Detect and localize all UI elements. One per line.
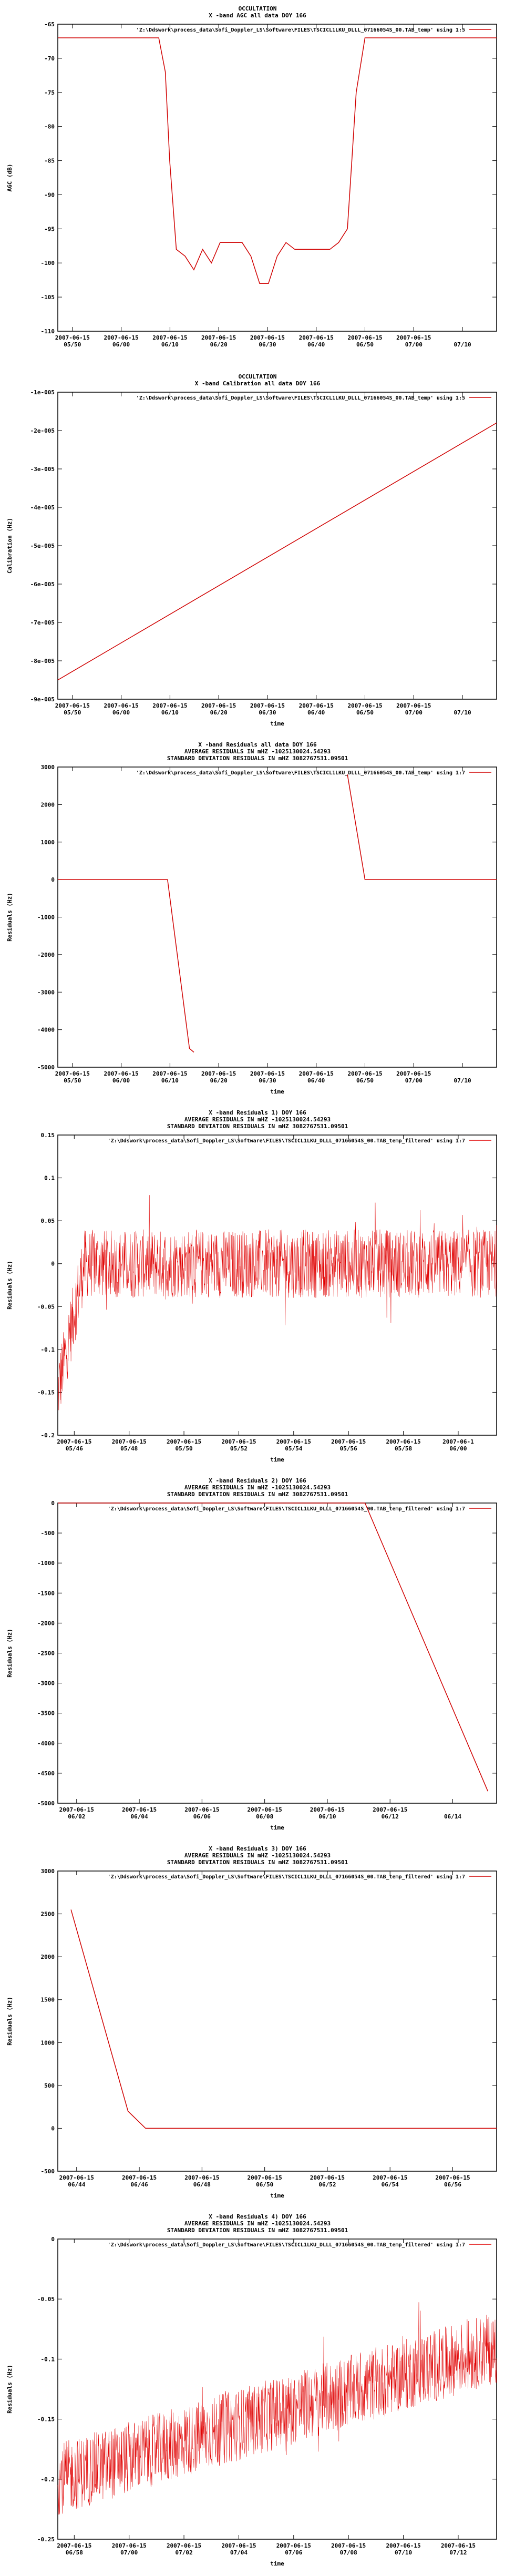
data-series-line <box>58 38 497 283</box>
y-tick-label: 500 <box>44 2082 55 2089</box>
x-tick-date-label: 2007-06-15 <box>184 2174 220 2181</box>
y-tick-label: -3e-005 <box>30 466 55 473</box>
y-tick-label: -110 <box>40 328 55 335</box>
x-tick-time-label: 07/00 <box>120 2549 138 2556</box>
chart-panel-1 <box>0 0 515 368</box>
chart-title-line: AVERAGE RESIDUALS IN mHZ -1025130024.54293 <box>184 2220 331 2227</box>
x-tick-date-label: 2007-06-15 <box>55 702 90 709</box>
chart-title-line: X -band Calibration all data DOY 166 <box>194 380 321 387</box>
x-tick-time-label: 05/56 <box>339 1445 357 1452</box>
x-tick-time-label: 05/46 <box>65 1445 83 1452</box>
legend-label: 'Z:\Ddswork\process_data\Sofi_Doppler_LS\Software\FILES\TSCICL1LKU_DLLL_07166054S_00.TAB_temp_filtered' using 1:7 <box>107 1506 465 1512</box>
y-tick-label: -9e-005 <box>30 696 55 703</box>
y-tick-label: -1000 <box>37 1560 55 1567</box>
x-tick-date-label: 2007-06-15 <box>247 2174 282 2181</box>
legend-label: 'Z:\Ddswork\process_data\Sofi_Doppler_LS\Software\FILES\TSCICL1LKU_DLLL_07166054S_00.TAB_temp' using 1:5 <box>136 27 465 33</box>
x-tick-time-label: 07/12 <box>449 2549 467 2556</box>
y-axis-label: Residuals (Hz) <box>6 1261 13 1310</box>
chart-svg <box>0 736 515 1104</box>
x-tick-time-label: 06/10 <box>161 709 179 716</box>
x-tick-date-label: 2007-06-15 <box>121 2174 157 2181</box>
x-tick-time-label: 06/06 <box>193 1813 211 1820</box>
x-tick-time-label: 06/04 <box>130 1813 148 1820</box>
x-tick-time-label: 05/50 <box>175 1445 193 1452</box>
y-tick-label: -1e-005 <box>30 389 55 396</box>
y-tick-label: -500 <box>40 1530 55 1537</box>
x-tick-date-label: 2007-06-15 <box>104 1070 139 1077</box>
x-tick-date-label: 2007-06-15 <box>250 334 285 341</box>
y-tick-label: -500 <box>40 2168 55 2175</box>
y-tick-label: 3000 <box>40 764 55 771</box>
y-tick-label: -0.15 <box>37 1389 55 1396</box>
x-tick-time-label: 06/20 <box>210 1077 228 1084</box>
x-axis-label: time <box>270 720 284 727</box>
chart-panel-3 <box>0 736 515 1104</box>
x-tick-date-label: 2007-06-15 <box>386 1438 421 1445</box>
x-tick-time-label: 06/52 <box>318 2181 336 2188</box>
x-axis-label: time <box>270 1456 284 1463</box>
y-tick-label: -8e-005 <box>30 658 55 665</box>
y-tick-label: -4000 <box>37 1740 55 1747</box>
x-tick-time-label: 06/50 <box>356 341 374 348</box>
x-tick-date-label: 2007-06-15 <box>104 702 139 709</box>
y-tick-label: 1000 <box>40 839 55 846</box>
x-tick-time-label: 06/10 <box>318 1813 336 1820</box>
y-tick-label: -0.05 <box>37 2296 55 2303</box>
x-tick-date-label: 2007-06-15 <box>152 702 188 709</box>
y-tick-label: -0.15 <box>37 2416 55 2423</box>
plot-frame <box>58 24 497 331</box>
y-tick-label: -5000 <box>37 1064 55 1071</box>
x-tick-date-label: 2007-06-15 <box>386 2542 421 2549</box>
y-tick-label: -85 <box>44 157 55 165</box>
chart-title-line: OCCULTATION <box>238 373 277 380</box>
y-tick-label: -90 <box>44 191 55 199</box>
y-tick-label: 1500 <box>40 1996 55 2003</box>
data-series-line <box>58 423 497 680</box>
chart-svg <box>0 368 515 736</box>
x-tick-date-label: 2007-06-15 <box>57 2542 92 2549</box>
x-tick-time-label: 05/52 <box>230 1445 248 1452</box>
x-tick-date-label: 2007-06-15 <box>55 1070 90 1077</box>
x-tick-date-label: 2007-06-15 <box>396 1070 431 1077</box>
x-tick-time-label: 05/58 <box>395 1445 413 1452</box>
x-tick-date-label: 2007-06-15 <box>276 1438 311 1445</box>
x-tick-date-label: 2007-06-15 <box>59 1806 94 1813</box>
x-tick-time-label: 07/04 <box>230 2549 248 2556</box>
x-tick-date-label: 2007-06-15 <box>121 1806 157 1813</box>
y-tick-label: -4500 <box>37 1770 55 1777</box>
y-tick-label: 2500 <box>40 1910 55 1918</box>
y-tick-label: -3000 <box>37 1680 55 1687</box>
x-tick-time-label: 07/10 <box>454 341 471 348</box>
x-tick-time-label: 06/54 <box>381 2181 399 2188</box>
chart-title-line: X -band Residuals 2) DOY 166 <box>209 1477 306 1484</box>
x-tick-date-label: 2007-06-15 <box>111 2542 147 2549</box>
y-tick-label: 0 <box>51 2125 55 2132</box>
x-tick-time-label: 07/10 <box>454 1077 471 1084</box>
x-tick-date-label: 2007-06-15 <box>201 702 236 709</box>
x-tick-date-label: 2007-06-1 <box>442 1438 474 1445</box>
x-tick-time-label: 06/30 <box>259 341 276 348</box>
x-tick-time-label: 06/30 <box>259 709 276 716</box>
x-tick-time-label: 06/40 <box>307 709 325 716</box>
data-series-line <box>58 1503 488 1791</box>
x-tick-time-label: 06/20 <box>210 341 228 348</box>
chart-title-line: AVERAGE RESIDUALS IN mHZ -1025130024.54293 <box>184 1116 331 1123</box>
x-tick-date-label: 2007-06-15 <box>250 1070 285 1077</box>
chart-panel-7 <box>0 2208 515 2576</box>
x-tick-time-label: 06/30 <box>259 1077 276 1084</box>
chart-title-line: OCCULTATION <box>238 5 277 12</box>
plot-frame <box>58 1503 497 1803</box>
chart-title-line: X -band Residuals 3) DOY 166 <box>209 1845 306 1852</box>
x-axis-label: time <box>270 1088 284 1095</box>
x-tick-date-label: 2007-06-15 <box>396 702 431 709</box>
x-tick-date-label: 2007-06-15 <box>152 334 188 341</box>
x-tick-time-label: 06/12 <box>381 1813 399 1820</box>
data-series-line <box>58 2302 497 2514</box>
data-series-line <box>58 774 497 1052</box>
x-tick-time-label: 06/00 <box>112 709 130 716</box>
x-tick-time-label: 06/58 <box>65 2549 83 2556</box>
x-tick-time-label: 06/14 <box>444 1813 462 1820</box>
chart-title-line: X -band Residuals 4) DOY 166 <box>209 2213 306 2220</box>
x-axis-label: time <box>270 2192 284 2199</box>
x-tick-date-label: 2007-06-15 <box>104 334 139 341</box>
x-tick-time-label: 06/46 <box>130 2181 148 2188</box>
y-axis-label: Residuals (Hz) <box>6 893 13 942</box>
y-tick-label: -2500 <box>37 1650 55 1657</box>
y-axis-label: Residuals (Hz) <box>6 1629 13 1678</box>
y-tick-label: -0.1 <box>40 2356 55 2363</box>
y-tick-label: -6e-005 <box>30 581 55 588</box>
y-tick-label: 2000 <box>40 801 55 809</box>
x-tick-date-label: 2007-06-15 <box>310 1806 345 1813</box>
chart-panel-4 <box>0 1104 515 1472</box>
x-tick-date-label: 2007-06-15 <box>396 334 431 341</box>
y-tick-label: -0.05 <box>37 1303 55 1311</box>
x-tick-date-label: 2007-06-15 <box>347 1070 383 1077</box>
y-tick-label: -70 <box>44 55 55 62</box>
x-tick-time-label: 06/56 <box>444 2181 462 2188</box>
x-tick-time-label: 05/50 <box>64 1077 81 1084</box>
y-tick-label: -65 <box>44 21 55 28</box>
chart-svg <box>0 0 515 368</box>
x-tick-date-label: 2007-06-15 <box>111 1438 147 1445</box>
x-tick-date-label: 2007-06-15 <box>298 1070 334 1077</box>
x-tick-time-label: 07/10 <box>395 2549 413 2556</box>
y-tick-label: -3000 <box>37 989 55 996</box>
y-tick-label: -7e-005 <box>30 619 55 626</box>
y-tick-label: -1500 <box>37 1590 55 1597</box>
x-tick-date-label: 2007-06-15 <box>221 1438 256 1445</box>
chart-panel-2 <box>0 368 515 736</box>
y-tick-label: -75 <box>44 89 55 96</box>
y-tick-label: -5e-005 <box>30 543 55 549</box>
x-tick-time-label: 06/50 <box>256 2181 274 2188</box>
y-tick-label: 0 <box>51 1500 55 1507</box>
plot-frame <box>58 1135 497 1435</box>
y-tick-label: -0.2 <box>40 1432 55 1439</box>
y-tick-label: -80 <box>44 123 55 130</box>
y-tick-label: -0.25 <box>37 2536 55 2543</box>
y-tick-label: -4000 <box>37 1026 55 1034</box>
y-tick-label: 0.15 <box>40 1132 55 1139</box>
y-axis-label: Residuals (Hz) <box>6 1997 13 2046</box>
x-tick-date-label: 2007-06-15 <box>435 2174 470 2181</box>
x-tick-date-label: 2007-06-15 <box>373 1806 408 1813</box>
y-tick-label: 0 <box>51 1260 55 1267</box>
y-tick-label: 3000 <box>40 1868 55 1875</box>
chart-panel-6 <box>0 1840 515 2208</box>
x-tick-time-label: 06/00 <box>449 1445 467 1452</box>
y-tick-label: -2e-005 <box>30 427 55 434</box>
x-tick-time-label: 06/20 <box>210 709 228 716</box>
chart-title-line: STANDARD DEVIATION RESIDUALS IN mHZ 3082767531.09501 <box>167 1491 348 1498</box>
x-tick-date-label: 2007-06-15 <box>152 1070 188 1077</box>
chart-title-line: STANDARD DEVIATION RESIDUALS IN mHZ 3082767531.09501 <box>167 1859 348 1866</box>
y-axis-label: AGC (dB) <box>6 163 13 192</box>
y-tick-label: -1000 <box>37 914 55 921</box>
plot-frame <box>58 767 497 1067</box>
x-tick-date-label: 2007-06-15 <box>347 702 383 709</box>
y-tick-label: -3500 <box>37 1710 55 1717</box>
y-tick-label: -5000 <box>37 1800 55 1807</box>
x-tick-time-label: 07/00 <box>405 341 423 348</box>
x-tick-date-label: 2007-06-15 <box>440 2542 476 2549</box>
legend-label: 'Z:\Ddswork\process_data\Sofi_Doppler_LS\Software\FILES\TSCICL1LKU_DLLL_07166054S_00.TAB_temp_filtered' using 1:7 <box>107 1138 465 1144</box>
x-tick-date-label: 2007-06-15 <box>347 334 383 341</box>
y-tick-label: 0 <box>51 2236 55 2243</box>
y-tick-label: -0.2 <box>40 2476 55 2483</box>
plot-frame <box>58 392 497 699</box>
x-tick-time-label: 06/44 <box>68 2181 86 2188</box>
y-tick-label: -4e-005 <box>30 504 55 511</box>
x-tick-time-label: 05/54 <box>285 1445 303 1452</box>
chart-svg <box>0 1840 515 2208</box>
chart-title-line: STANDARD DEVIATION RESIDUALS IN mHZ 3082767531.09501 <box>167 2227 348 2234</box>
chart-title-line: X -band Residuals 1) DOY 166 <box>209 1109 306 1116</box>
x-tick-date-label: 2007-06-15 <box>373 2174 408 2181</box>
y-tick-label: -105 <box>40 294 55 301</box>
chart-title-line: X -band AGC all data DOY 166 <box>209 12 306 19</box>
x-tick-time-label: 07/00 <box>405 709 423 716</box>
x-tick-time-label: 05/50 <box>64 709 81 716</box>
x-tick-date-label: 2007-06-15 <box>57 1438 92 1445</box>
x-tick-date-label: 2007-06-15 <box>166 1438 202 1445</box>
chart-title-line: STANDARD DEVIATION RESIDUALS IN mHZ 3082767531.09501 <box>167 1123 348 1130</box>
plot-frame <box>58 1871 497 2171</box>
chart-svg <box>0 1104 515 1472</box>
y-tick-label: -0.1 <box>40 1346 55 1353</box>
x-tick-time-label: 07/00 <box>405 1077 423 1084</box>
x-tick-date-label: 2007-06-15 <box>276 2542 311 2549</box>
y-tick-label: -2000 <box>37 951 55 958</box>
legend-label: 'Z:\Ddswork\process_data\Sofi_Doppler_LS\Software\FILES\TSCICL1LKU_DLLL_07166054S_00.TAB_temp' using 1:7 <box>136 770 465 776</box>
x-axis-label: time <box>270 2560 284 2567</box>
x-tick-time-label: 06/08 <box>256 1813 274 1820</box>
x-tick-date-label: 2007-06-15 <box>201 334 236 341</box>
x-tick-time-label: 07/08 <box>339 2549 357 2556</box>
x-tick-date-label: 2007-06-15 <box>298 334 334 341</box>
x-tick-date-label: 2007-06-15 <box>221 2542 256 2549</box>
chart-title-line: AVERAGE RESIDUALS IN mHZ -1025130024.54293 <box>184 748 331 755</box>
chart-svg <box>0 1472 515 1840</box>
x-tick-time-label: 06/50 <box>356 709 374 716</box>
x-tick-date-label: 2007-06-15 <box>247 1806 282 1813</box>
x-tick-date-label: 2007-06-15 <box>331 2542 366 2549</box>
x-tick-time-label: 05/48 <box>120 1445 138 1452</box>
x-tick-time-label: 06/50 <box>356 1077 374 1084</box>
x-tick-time-label: 06/10 <box>161 341 179 348</box>
x-tick-date-label: 2007-06-15 <box>250 702 285 709</box>
x-tick-date-label: 2007-06-15 <box>184 1806 220 1813</box>
chart-svg <box>0 2208 515 2576</box>
x-tick-date-label: 2007-06-15 <box>298 702 334 709</box>
legend-label: 'Z:\Ddswork\process_data\Sofi_Doppler_LS\Software\FILES\TSCICL1LKU_DLLL_07166054S_00.TAB_temp_filtered' using 1:7 <box>107 2242 465 2248</box>
x-tick-time-label: 07/06 <box>285 2549 303 2556</box>
x-tick-time-label: 07/02 <box>175 2549 193 2556</box>
x-tick-time-label: 05/50 <box>64 341 81 348</box>
data-series-line <box>58 1195 497 1410</box>
chart-title-line: X -band Residuals all data DOY 166 <box>198 741 317 748</box>
x-tick-time-label: 07/10 <box>454 709 471 716</box>
y-axis-label: Residuals (Hz) <box>6 2365 13 2414</box>
y-tick-label: -2000 <box>37 1620 55 1627</box>
x-tick-time-label: 06/10 <box>161 1077 179 1084</box>
x-tick-date-label: 2007-06-15 <box>59 2174 94 2181</box>
chart-panel-5 <box>0 1472 515 1840</box>
x-tick-time-label: 06/40 <box>307 341 325 348</box>
x-tick-date-label: 2007-06-15 <box>166 2542 202 2549</box>
x-tick-time-label: 06/40 <box>307 1077 325 1084</box>
x-tick-date-label: 2007-06-15 <box>201 1070 236 1077</box>
x-axis-label: time <box>270 1824 284 1831</box>
chart-title-line: STANDARD DEVIATION RESIDUALS IN mHZ 3082767531.09501 <box>167 755 348 762</box>
y-tick-label: 0.05 <box>40 1218 55 1225</box>
x-tick-date-label: 2007-06-15 <box>331 1438 366 1445</box>
y-tick-label: 0 <box>51 876 55 884</box>
chart-title-line: AVERAGE RESIDUALS IN mHZ -1025130024.54293 <box>184 1484 331 1491</box>
x-tick-date-label: 2007-06-15 <box>55 334 90 341</box>
data-series-line <box>71 1909 497 2128</box>
x-tick-time-label: 06/00 <box>112 1077 130 1084</box>
x-tick-time-label: 06/48 <box>193 2181 211 2188</box>
x-tick-time-label: 06/00 <box>112 341 130 348</box>
legend-label: 'Z:\Ddswork\process_data\Sofi_Doppler_LS\Software\FILES\TSCICL1LKU_DLLL_07166054S_00.TAB_temp_filtered' using 1:7 <box>107 1874 465 1880</box>
y-tick-label: 2000 <box>40 1954 55 1961</box>
y-axis-label: Calibration (Hz) <box>6 518 13 574</box>
y-tick-label: 0.1 <box>44 1174 55 1182</box>
x-tick-date-label: 2007-06-15 <box>310 2174 345 2181</box>
y-tick-label: -95 <box>44 226 55 233</box>
chart-title-line: AVERAGE RESIDUALS IN mHZ -1025130024.54293 <box>184 1852 331 1859</box>
legend-label: 'Z:\Ddswork\process_data\Sofi_Doppler_LS\Software\FILES\TSCICL1LKU_DLLL_07166054S_00.TAB_temp' using 1:5 <box>136 395 465 401</box>
x-tick-time-label: 06/02 <box>68 1813 86 1820</box>
y-tick-label: 1000 <box>40 2039 55 2047</box>
y-tick-label: -100 <box>40 260 55 267</box>
